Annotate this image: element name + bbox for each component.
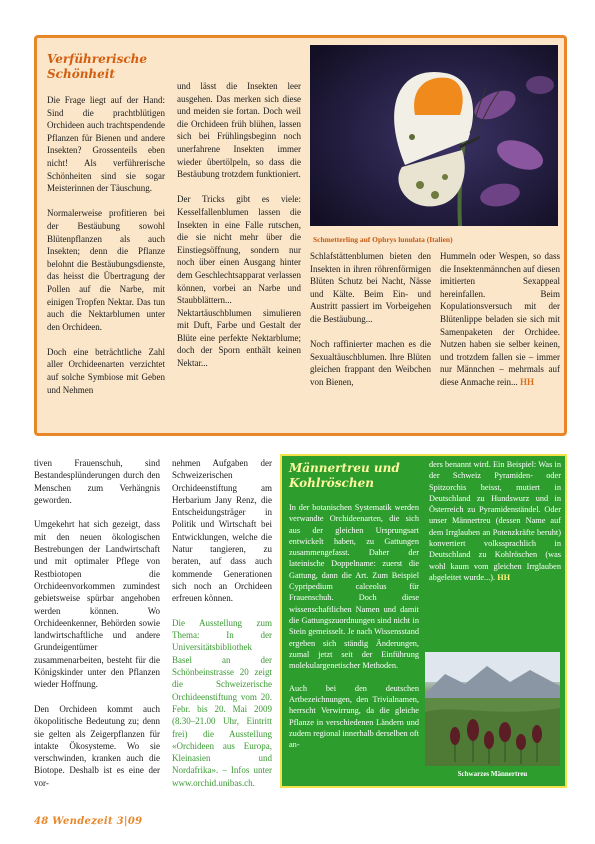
feature-column-4 — [440, 250, 560, 401]
paragraph: Den Orchideen kommt auch ökopolitische Bedeutung zu; denn sie gelten als Zeigerpflanzen für intakte Ökosysteme. Wo sie verschwinden, kranken auch die Biotope. Deshalb ist es eine der vor- — [34, 703, 160, 788]
butterfly-photo — [310, 45, 558, 226]
paragraph: Normalerweise profitieren bei der Bestäubung sowohl Blütenpflanzen als auch Insekten; denn die Pflanze belohnt die Bestäubungsdienste, das heisst die Übertragung der Pollen auf die Narbe, mit einigen Tropfen Nektar. Das tun auch die Nektarblumen unter den Orchideen. — [47, 208, 165, 332]
paragraph — [440, 250, 560, 389]
feature-column-1 — [47, 94, 165, 409]
feature-column-3 — [310, 250, 431, 401]
paragraph: Doch eine beträchtliche Zahl aller Orchideenarten verzichtet auf solche Symbiose mit Geben und Nehmen — [47, 346, 165, 395]
feature-box — [34, 35, 567, 436]
paragraph — [429, 459, 561, 583]
butterfly-illustration — [310, 45, 558, 226]
paragraph-text: ders benannt wird. Ein Beispiel: Was in der Schweiz Pyramiden- oder Spitzorchis heisst, mutiert in Deutschland zu Hundswurz und in Österreich zu Pyramidenständel. Oder unser Männertreu (dessen Name auf dem Irrglauben an Potenzkräfte beruht) konvertiert volkssprachlich in Deutschland zu Kohlröschen (was wohl kaum vom gleichen Irrglauben abgeleitet wurde...). — [429, 460, 561, 582]
paragraph: In der botanischen Systematik werden verwandte Orchideenarten, die sich aus der gleichen Ursprungsart entwickelt haben, zu Gattungen zusammengefasst. Daher der lateinische Doppelname: zuerst die Gattung, dann die Art. Zum Beispiel Cypripedium calceolus für Frauenschuh. Doch diese wissenschaftlichen Namen und damit die Gattungszuordnungen sind nicht in Stein gemeisselt. Je nach Wissensstand ergeben sich ständig Änderungen, zumal jetzt seit der Einführung molekulargenetischer Methoden. — [289, 503, 419, 671]
author-signature: HH — [497, 572, 511, 582]
article-column-2 — [172, 457, 272, 801]
info-column-1 — [289, 502, 419, 762]
exhibition-notice: Die Ausstellung zum Thema: In der Universitätsbibliothek Basel an der Schönbeinstrasse 20 zeigt die Schweizerische Orchideenstiftung vom 20. Febr. bis 20. Mai 2009 (8.30–21.00 Uhr, Eintritt frei) die Ausstellung «Orchideen aus Europa, Kleinasien und Nordafrika». – Infos unter www.orchid.unibas.ch. — [172, 617, 272, 788]
paragraph: Noch raffinierter machen es die Sexualtäuschblumen. Ihre Blüten gleichen frappant den Weibchen von Bienen, — [310, 339, 431, 387]
paragraph: Auch bei den deutschen Artbezeichnungen, den Trivialnamen, herrscht Verwirrung, da die gleiche Pflanze in verschiedenen Ländern und zudem regional innerhalb derselben oft an- — [289, 683, 419, 750]
info-column-2 — [429, 459, 561, 595]
feature-title: Verführerische Schönheit — [47, 52, 148, 81]
info-photo-caption: Schwarzes Männertreu — [457, 770, 528, 778]
page-footer: 48 Wendezeit 3|09 — [34, 816, 143, 827]
info-box-title: Männertreu und Kohlröschen — [289, 461, 400, 490]
paragraph: nehmen Aufgaben der Schweizerischen Orchideenstiftung am Herbarium Jany Renz, die Entscheidungsträger in Politik und Wirtschaft bei Entwicklungen, welche die Natur tangieren, zu beraten, auf dass auch kommende Generationen sich noch an Orchideen erfreuen können. — [172, 458, 272, 604]
author-signature: HH — [519, 376, 534, 387]
info-box — [280, 454, 567, 788]
feature-column-2 — [177, 80, 301, 382]
paragraph: und lässt die Insekten leer ausgehen. Das merken sich diese und meiden sie fortan. Doch weil die Orchideen früh blühen, lassen sich bei Frühlingsbeginn noch unerfahrene Insekten immer wieder übertölpeln, so dass die Bestäubung trotzdem funktioniert. — [177, 81, 301, 180]
paragraph: Umgekehrt hat sich gezeigt, dass mit den neuen ökologischen Bestrebungen der Landwirtschaft und mit optimaler Pflege von Restbiotopen die Orchideenvorkommen zumindest gebietsweise spürbar angehoben werden können. Wo Orchideenkenner, Behörden sowie landwirtschaftliche und andere Grundeigentümer zusammenarbeiten, besteht für die Königskinder unter den Pflanzen wieder Hoffnung. — [34, 519, 160, 690]
paragraph: Der Tricks gibt es viele: Kesselfallenblumen lassen die Insekten in eine Falle rutschen, die sie nicht mehr über die Einstiegsöffnung, sondern nur noch über einen Ausgang hinter dem Geschlechtsapparat verlassen können, vorbei an Narbe und Staubblättern... Nektartäuschblumen simulieren mit Duft, Farbe und Gestalt der Blüte eine perfekte Nektarblume; doch der Sporn enthält keinen Nektar... — [177, 194, 301, 369]
paragraph: Schlafstättenblumen bieten den Insekten in ihren röhrenförmigen Blüten Schutz bei Nacht, Nässe und Kälte. Beim Ein- und Austritt passiert im Vorbeigehen die Bestäubung... — [310, 251, 431, 324]
orchid-meadow-illustration — [425, 652, 560, 766]
orchid-meadow-photo — [425, 652, 560, 766]
article-column-1 — [34, 457, 160, 801]
paragraph: Die Frage liegt auf der Hand: Sind die prachtblütigen Orchideen auch trachtspendende Pflanzen für Bienen und andere Insekten? Grossenteils eben nicht! Als verführerische Schönheiten sind sie sogar Meisterinnen der Täuschung. — [47, 95, 165, 194]
paragraph-text: Hummeln oder Wespen, so dass die Insektenmännchen auf diesen imitierten Sexappeal hereinfallen. Beim Kopulationsversuch mit der Blütenlippe beladen sie sich mit Samenpaketen der Orchidee. Nutzen haben sie selber keinen, und trotzdem fallen sie – immer nur Männchen – mehrmals auf diese Anmache rein... — [440, 251, 560, 387]
photo-caption: Schmetterling auf Ophrys lunulata (Italien) — [313, 235, 453, 244]
paragraph: tiven Frauenschuh, sind Bestandesplünderungen durch den Menschen zum Verhängnis geworden. — [34, 458, 160, 505]
